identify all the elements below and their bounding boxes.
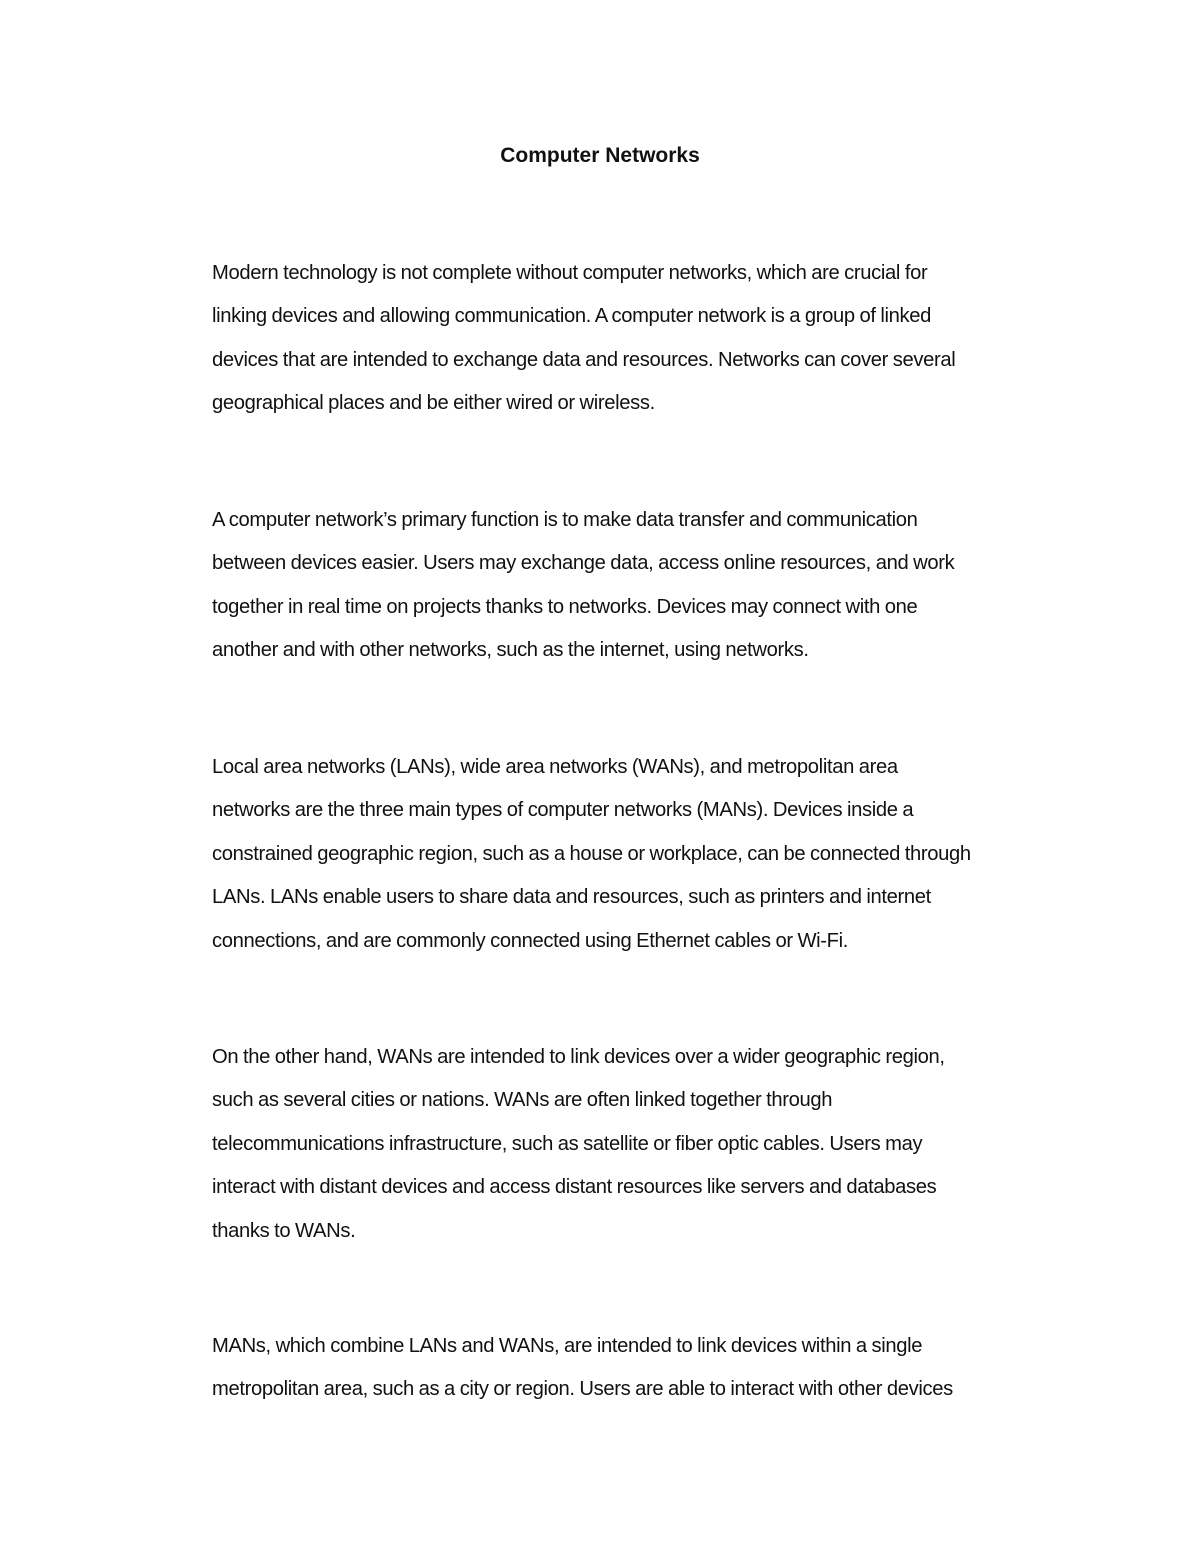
paragraph-mans [212, 1325, 1062, 1412]
paragraph-line: LANs. LANs enable users to share data and resources, such as printers and internet [212, 886, 931, 909]
paragraph-line: between devices easier. Users may exchange data, access online resources, and work [212, 552, 955, 575]
paragraph-primary-function [212, 499, 1062, 673]
paragraph-wans [212, 1036, 1062, 1253]
paragraph-line: On the other hand, WANs are intended to link devices over a wider geographic region, [212, 1046, 945, 1068]
paragraph-introduction [212, 252, 1062, 426]
paragraph-line: metropolitan area, such as a city or region. Users are able to interact with other devices [212, 1378, 953, 1401]
paragraph-network-types [212, 746, 1062, 963]
paragraph-line: another and with other networks, such as the internet, using networks. [212, 639, 809, 662]
paragraph-line: thanks to WANs. [212, 1219, 356, 1242]
paragraph-line: geographical places and be either wired or wireless. [212, 392, 655, 415]
paragraph-line: interact with distant devices and access distant resources like servers and databases [212, 1176, 937, 1199]
paragraph-line: networks are the three main types of computer networks (MANs). Devices inside a [212, 799, 914, 822]
paragraph-line: constrained geographic region, such as a house or workplace, can be connected through [212, 842, 971, 865]
paragraph-line: Modern technology is not complete without computer networks, which are crucial for [212, 262, 928, 284]
paragraph-line: connections, and are commonly connected using Ethernet cables or Wi-Fi. [212, 929, 849, 952]
paragraph-line: A computer network’s primary function is to make data transfer and communication [212, 509, 918, 531]
paragraph-line: telecommunications infrastructure, such as satellite or fiber optic cables. Users may [212, 1132, 923, 1155]
paragraph-line: such as several cities or nations. WANs are often linked together through [212, 1089, 833, 1112]
paragraph-line: together in real time on projects thanks to networks. Devices may connect with one [212, 595, 918, 618]
document-title: Computer Networks [500, 144, 700, 167]
paragraph-line: MANs, which combine LANs and WANs, are intended to link devices within a single [212, 1335, 923, 1357]
paragraph-line: Local area networks (LANs), wide area networks (WANs), and metropolitan area [212, 756, 898, 778]
paragraph-line: devices that are intended to exchange data and resources. Networks can cover several [212, 348, 956, 371]
paragraph-line: linking devices and allowing communication. A computer network is a group of linked [212, 305, 932, 328]
